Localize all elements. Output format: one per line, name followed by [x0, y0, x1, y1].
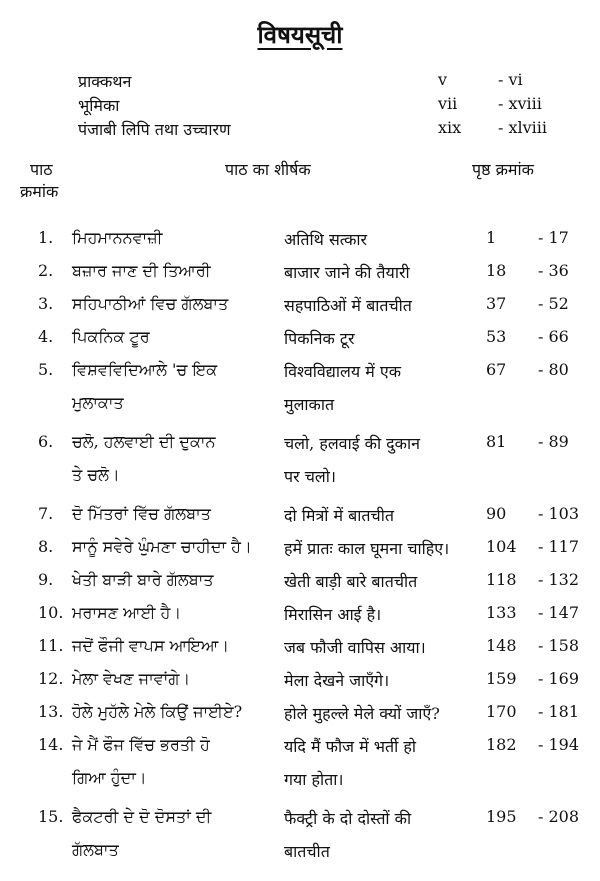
- entry-number: 13.: [38, 702, 64, 721]
- toc-entry: [0, 228, 600, 261]
- entry-page-to: - 169: [538, 669, 580, 688]
- front-matter-from: vii: [438, 94, 458, 113]
- entry-page-from: 182: [486, 735, 517, 754]
- entry-hindi-title: यदि मैं फौज में भर्ती हो: [284, 737, 416, 756]
- toc-entry: [0, 669, 600, 702]
- front-matter-row: [78, 118, 578, 142]
- entry-page-from: 18: [486, 261, 507, 280]
- toc-entry: [0, 570, 600, 603]
- entry-page-from: 37: [486, 294, 507, 313]
- entry-punjabi-title: ਬਜ਼ਾਰ ਜਾਣ ਦੀ ਤਿਆਰੀ: [72, 261, 211, 280]
- entry-hindi-title-cont: गया होता।: [284, 770, 344, 789]
- entry-punjabi-title: ਸਹਿਪਾਠੀਆਂ ਵਿਚ ਗੱਲਬਾਤ: [72, 294, 229, 313]
- toc-entry: [0, 636, 600, 669]
- entry-number: 9.: [38, 570, 54, 589]
- entry-hindi-title: मिरासिन आई है।: [284, 605, 382, 624]
- entry-hindi-title: पिकनिक टूर: [284, 329, 355, 348]
- entry-punjabi-title: ਵਿਸ਼ਵਵਿਦਿਆਲੇ 'ਚ ਇਕ: [72, 360, 218, 379]
- entry-page-to: - 89: [538, 432, 569, 451]
- entry-page-to: - 103: [538, 504, 580, 523]
- entry-hindi-title: होले मुहल्ले मेले क्यों जाएँ?: [284, 704, 440, 723]
- entry-punjabi-title: ਮਰਾਸਣ ਆਈ ਹੈ।: [72, 603, 182, 622]
- front-matter-from: v: [438, 70, 448, 89]
- entry-hindi-title: सहपाठिओं में बातचीत: [284, 296, 412, 315]
- toc-entry: [0, 261, 600, 294]
- entry-number: 6.: [38, 432, 54, 451]
- entry-hindi-title: चलो, हलवाई की दुकान: [284, 434, 420, 453]
- entry-page-from: 81: [486, 432, 507, 451]
- entry-page-to: - 52: [538, 294, 569, 313]
- entry-page-to: - 158: [538, 636, 580, 655]
- entry-page-to: - 80: [538, 360, 569, 379]
- front-matter: [78, 70, 578, 142]
- entry-page-from: 53: [486, 327, 507, 346]
- entry-hindi-title: अतिथि सत्कार: [284, 230, 368, 249]
- entry-hindi-title-cont: मुलाकात: [284, 395, 335, 414]
- header-page: पृष्ठ क्रमांक: [472, 160, 534, 179]
- entry-punjabi-title: ਫੈਕਟਰੀ ਦੇ ਦੋ ਦੋਸਤਾਂ ਦੀ: [72, 807, 212, 826]
- entry-hindi-title-cont: बातचीत: [284, 842, 330, 861]
- entry-punjabi-title-cont: ਮੁਲਾਕਾਤ: [72, 393, 124, 412]
- entry-punjabi-title: ਸਾਨੂੰ ਸਵੇਰੇ ਘੁੰਮਣਾ ਚਾਹੀਦਾ ਹੈ।: [72, 537, 252, 556]
- entry-page-from: 90: [486, 504, 507, 523]
- entry-page-to: - 147: [538, 603, 580, 622]
- toc-entry: [0, 603, 600, 636]
- entry-page-to: - 17: [538, 228, 569, 247]
- entry-number: 12.: [38, 669, 64, 688]
- header-lesson: पाठ: [30, 160, 53, 179]
- page-title: विषयसूची: [257, 20, 343, 49]
- entry-number: 1.: [38, 228, 54, 247]
- entry-page-from: 195: [486, 807, 517, 826]
- entry-page-to: - 208: [538, 807, 580, 826]
- front-matter-to: - xlviii: [498, 118, 548, 137]
- entry-punjabi-title-cont: ਤੇ ਚਲੋ।: [72, 465, 120, 484]
- entry-page-from: 170: [486, 702, 517, 721]
- entry-page-from: 148: [486, 636, 517, 655]
- toc-entry: [0, 360, 600, 426]
- entry-page-from: 1: [486, 228, 497, 247]
- entry-number: 10.: [38, 603, 64, 622]
- entry-page-to: - 36: [538, 261, 569, 280]
- entry-page-from: 104: [486, 537, 517, 556]
- entry-punjabi-title: ਮੇਲਾ ਵੇਖਣ ਜਾਵਾਂਗੇ।: [72, 669, 191, 688]
- toc-entry: [0, 432, 600, 498]
- entry-number: 11.: [38, 636, 64, 655]
- entry-hindi-title: फैक्ट्री के दो दोस्तों की: [284, 809, 412, 828]
- entry-punjabi-title: ਚਲੋ, ਹਲਵਾਈ ਦੀ ਦੁਕਾਨ: [72, 432, 216, 451]
- front-matter-label: प्राक्कथन: [78, 72, 132, 91]
- front-matter-to: - vi: [498, 70, 523, 89]
- toc-entry: [0, 327, 600, 360]
- toc-entry: [0, 294, 600, 327]
- entry-hindi-title: मेला देखने जाएँगे।: [284, 671, 390, 690]
- entry-page-from: 159: [486, 669, 517, 688]
- entry-punjabi-title: ਹੋਲੇ ਮੁਹੱਲੇ ਮੇਲੇ ਕਿਉਂ ਜਾਈਏ?: [72, 702, 243, 721]
- entry-hindi-title-cont: पर चलो।: [284, 467, 336, 486]
- front-matter-row: [78, 70, 578, 94]
- toc-entry: [0, 807, 600, 873]
- entry-page-to: - 194: [538, 735, 580, 754]
- entry-hindi-title: बाजार जाने की तैयारी: [284, 263, 410, 282]
- entry-punjabi-title: ਮਿਹਮਾਨਨਵਾਜ਼ੀ: [72, 228, 163, 247]
- entry-number: 4.: [38, 327, 54, 346]
- entry-hindi-title: विश्वविद्यालय में एक: [284, 362, 402, 381]
- entry-number: 7.: [38, 504, 54, 523]
- entry-hindi-title: हमें प्रातः काल घूमना चाहिए।: [284, 539, 450, 558]
- toc-entry: [0, 504, 600, 537]
- entry-punjabi-title: ਜੇ ਮੈਂ ਫੌਜ ਵਿੱਚ ਭਰਤੀ ਹੋ: [72, 735, 210, 754]
- entry-number: 8.: [38, 537, 54, 556]
- entry-page-to: - 181: [538, 702, 580, 721]
- toc-entry: [0, 702, 600, 735]
- entry-punjabi-title: ਪਿਕਨਿਕ ਟੂਰ: [72, 327, 150, 346]
- entry-page-to: - 132: [538, 570, 580, 589]
- entry-punjabi-title: ਜਦੋਂ ਫੌਜੀ ਵਾਪਸ ਆਇਆ।: [72, 636, 230, 655]
- entry-punjabi-title: ਖੇਤੀ ਬਾੜੀ ਬਾਰੇ ਗੱਲਬਾਤ: [72, 570, 214, 589]
- front-matter-from: xix: [438, 118, 462, 137]
- front-matter-label: भूमिका: [78, 96, 120, 115]
- toc-entry: [0, 735, 600, 801]
- front-matter-to: - xviii: [498, 94, 542, 113]
- entry-number: 2.: [38, 261, 54, 280]
- header-title: पाठ का शीर्षक: [225, 160, 311, 179]
- entry-page-to: - 66: [538, 327, 569, 346]
- entry-hindi-title: जब फौजी वापिस आया।: [284, 638, 426, 657]
- entry-number: 14.: [38, 735, 64, 754]
- entry-page-to: - 117: [538, 537, 580, 556]
- entry-page-from: 133: [486, 603, 517, 622]
- entry-punjabi-title-cont: ਗਿਆ ਹੁੰਦਾ।: [72, 768, 147, 787]
- entry-number: 15.: [38, 807, 64, 826]
- entry-punjabi-title: ਦੋ ਮਿੱਤਰਾਂ ਵਿੱਚ ਗੱਲਬਾਤ: [72, 504, 211, 523]
- entry-hindi-title: खेती बाड़ी बारे बातचीत: [284, 572, 418, 591]
- front-matter-row: [78, 94, 578, 118]
- toc-entry: [0, 537, 600, 570]
- header-number: क्रमांक: [20, 182, 59, 201]
- entry-hindi-title: दो मित्रों में बातचीत: [284, 506, 394, 525]
- entry-number: 5.: [38, 360, 54, 379]
- entry-number: 3.: [38, 294, 54, 313]
- entry-page-from: 118: [486, 570, 517, 589]
- entry-page-from: 67: [486, 360, 507, 379]
- entry-punjabi-title-cont: ਗੱਲਬਾਤ: [72, 840, 119, 859]
- front-matter-label: पंजाबी लिपि तथा उच्चारण: [78, 120, 231, 139]
